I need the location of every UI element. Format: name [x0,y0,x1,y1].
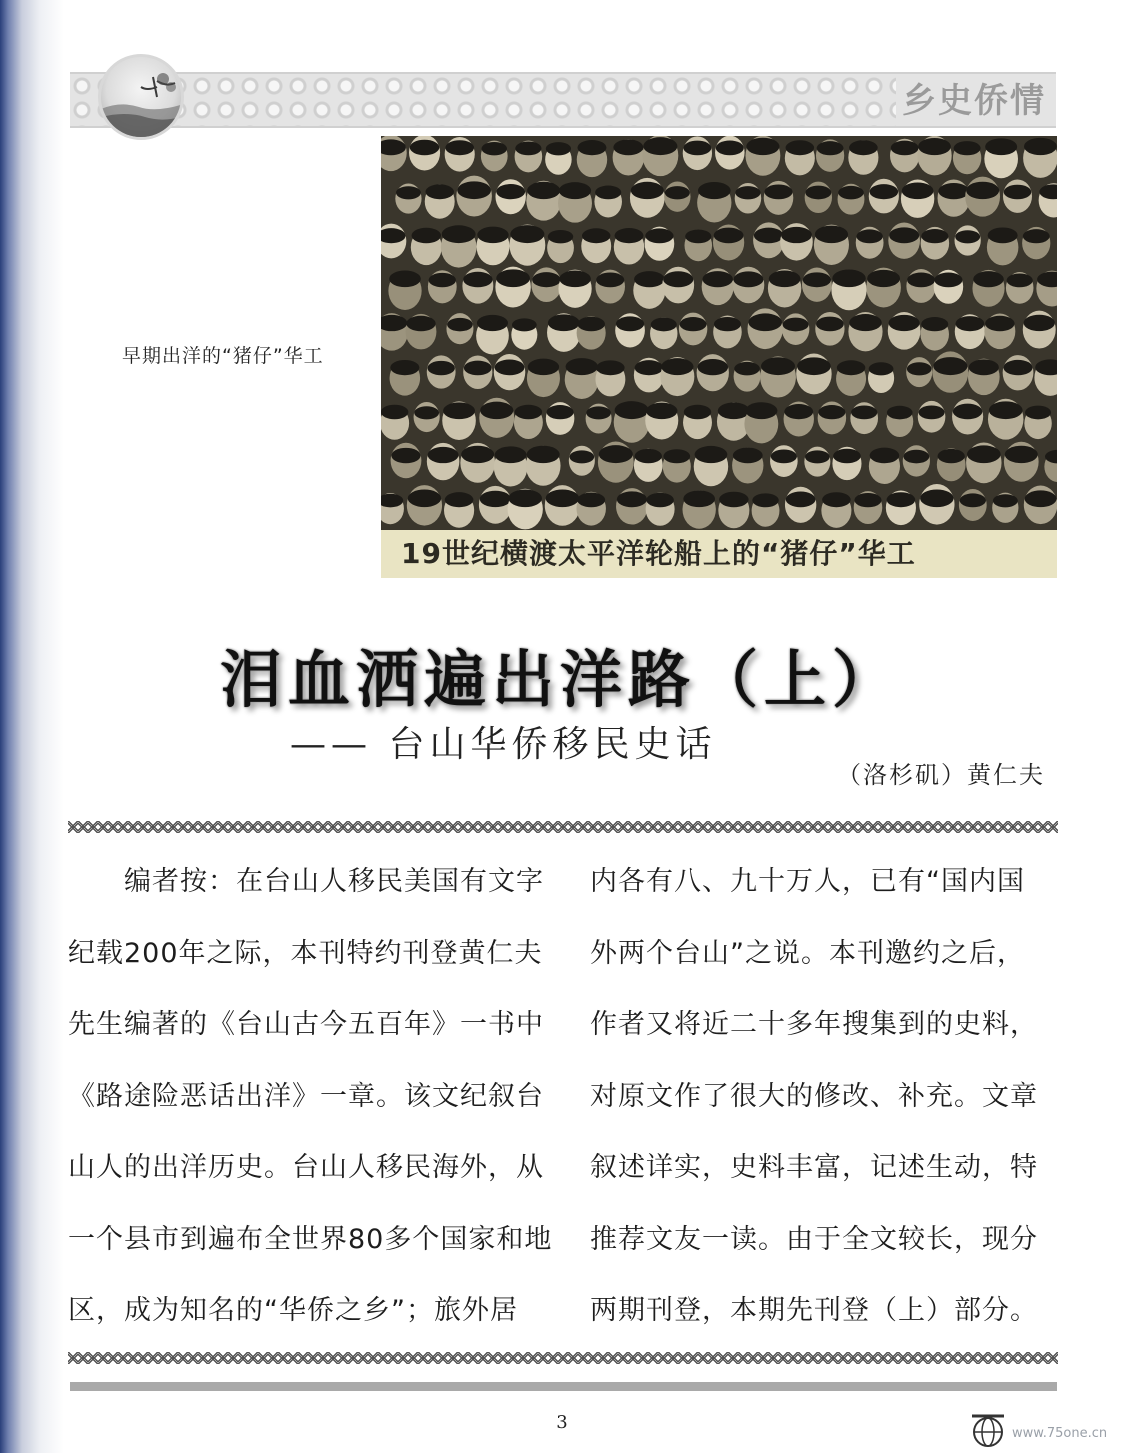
page-number: 3 [556,1412,568,1433]
body-line: 山人的出洋历史。台山人移民海外，从 [68,1152,544,1183]
landscape-medallion-icon [98,54,184,140]
body-line: 《路途险恶话出洋》一章。该文纪叙台 [68,1080,544,1112]
footer-bar [70,1382,1057,1391]
globe-logo-icon [966,1408,1010,1448]
photo-side-caption: 早期出洋的“猪仔”华工 [122,345,324,367]
header-band [70,72,1056,128]
article-title: 泪血洒遍出洋路（上） [219,643,900,716]
body-line: 先生编著的《台山古今五百年》一书中 [68,1009,544,1040]
body-line: 对原文作了很大的修改、补充。文章 [590,1080,1038,1112]
body-line: 纪载200年之际，本刊特约刊登黄仁夫 [68,937,543,969]
historical-photo [381,136,1057,578]
body-line: 编者按：在台山人移民美国有文字 [68,866,544,897]
body-line: 叙述详实，史料丰富，记述生动，特 [590,1152,1038,1183]
watermark-text: www.75one.cn [1012,1426,1108,1441]
diamond-divider-bottom [68,1352,1058,1364]
section-title: 乡史侨情 [896,76,1052,126]
photo-embedded-caption: 19世纪横渡太平洋轮船上的“猪仔”华工 [381,530,1057,578]
body-line: 内各有八、九十万人，已有“国内国 [590,866,1025,897]
diamond-divider-top [68,821,1058,833]
body-column-left [68,846,553,1347]
binding-spine [0,0,64,1453]
body-line: 两期刊登，本期先刊登（上）部分。 [590,1295,1038,1326]
article-subtitle: —— 台山华侨移民史话 [290,724,717,765]
body-line: 区，成为知名的“华侨之乡”；旅外居 [68,1295,518,1326]
body-column-right [590,846,1060,1347]
body-line: 推荐文友一读。由于全文较长，现分 [590,1223,1038,1255]
body-line: 作者又将近二十多年搜集到的史料， [590,1009,1038,1040]
body-line: 外两个台山”之说。本刊邀约之后， [590,937,1025,969]
article-author: （洛杉矶）黄仁夫 [837,761,1045,789]
body-line: 一个县市到遍布全世界80多个国家和地 [68,1223,553,1255]
